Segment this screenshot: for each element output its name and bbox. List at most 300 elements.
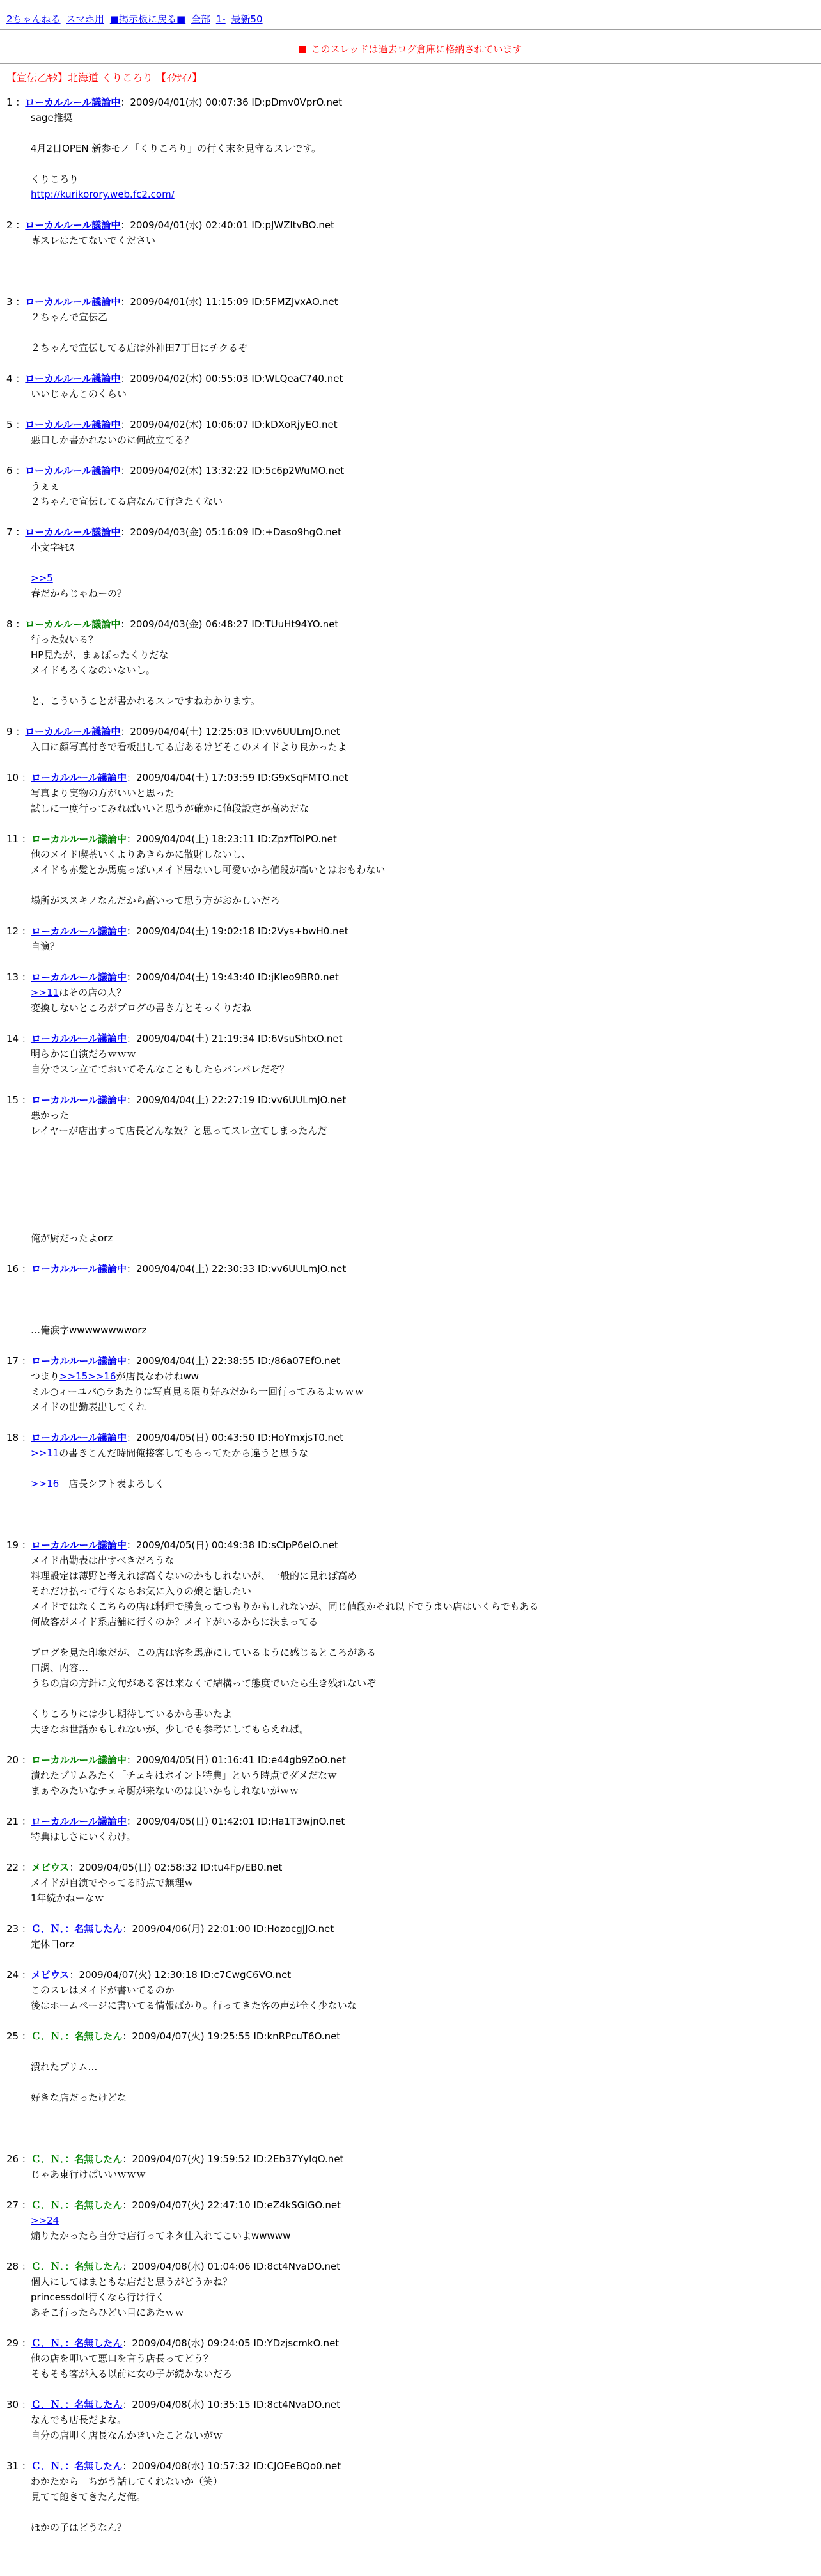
post-date-id: ：2009/04/05(日) 02:58:32 ID:tu4Fp/EB0.net — [69, 1862, 283, 1873]
post — [6, 970, 821, 1031]
post — [6, 617, 821, 724]
post-line: 料理設定は薄野と考えれば高くないのかもしれないが、一般的に見れば高め — [31, 1570, 357, 1582]
post-number: 16 — [6, 1263, 22, 1275]
post-body — [31, 1108, 821, 1246]
thread-title: 【宣伝乙ｷﾀ】北海道 くりころり 【ｲｸｻｲﾉ】 — [6, 72, 203, 84]
post-spacer — [6, 1952, 821, 1967]
post-number: 2 — [6, 219, 16, 231]
post-number: 6 — [6, 465, 16, 476]
post-line — [31, 570, 821, 586]
post-line: 特典はしさにいくわけ。 — [31, 1831, 136, 1842]
post-line: ２ちゃんで宣伝してる店なんて行きたくない — [31, 496, 223, 507]
post-number: 17 — [6, 1355, 22, 1367]
post-line: メイドの出勤表出してくれ — [31, 1401, 146, 1413]
post-line: 定休日orz — [31, 1938, 75, 1950]
post-body — [31, 739, 821, 755]
post-header — [6, 2197, 821, 2213]
post-number: 9 — [6, 726, 16, 737]
post-line: 他の店を叩いて悪口を言う店長ってどう？ — [31, 2353, 214, 2364]
poster-name: ローカルルール議論中 — [31, 1754, 127, 1766]
post-body — [31, 1276, 821, 1338]
post-header — [6, 463, 821, 478]
post-header — [6, 770, 821, 785]
post-line — [31, 1461, 821, 1476]
post-line: あそこ行ったらひどい目にあたｗｗ — [31, 2307, 185, 2318]
post-spacer — [6, 1246, 821, 1261]
post-number-sep: ： — [21, 1969, 31, 1981]
post-line: メイドではなくこちらの店は料理で勝負ってつもりかもしれないが、同じ値段かそれ以下でうまい店はいくらでもある — [31, 1601, 539, 1612]
post-line — [31, 2213, 821, 2228]
post — [6, 770, 821, 831]
post-line: レイヤーが店出すって店長どんな奴？と思ってスレ立てしまったんだ — [31, 1125, 327, 1136]
post-line: 春だからじゃねーの？ — [31, 588, 127, 599]
poster-name-link[interactable]: ローカルルール議論中 — [25, 526, 121, 538]
post-header — [6, 617, 821, 632]
post-number-sep: ： — [21, 1754, 31, 1766]
post-number-sep: ： — [15, 526, 26, 538]
post-line: メイドも赤髪とか馬鹿っぽいメイド居ないし可愛いから値段が高いとはおもわない — [31, 864, 386, 876]
post-text: つまり — [31, 1370, 60, 1382]
post-number: 18 — [6, 1432, 22, 1443]
post-date-id: ：2009/04/03(金) 05:16:09 ID:+Daso9hgO.net — [120, 526, 341, 538]
post-line: なんでも店長だよな。 — [31, 2414, 127, 2426]
post-number: 30 — [6, 2399, 22, 2410]
post-body — [31, 233, 821, 279]
post-body — [31, 2412, 821, 2443]
poster-name-link[interactable]: ローカルルール議論中 — [31, 1094, 127, 1106]
post — [6, 2336, 821, 2397]
post-number-sep: ： — [15, 296, 26, 308]
post-number: 27 — [6, 2199, 22, 2211]
post — [6, 294, 821, 371]
post-number-sep: ： — [15, 97, 26, 108]
archive-notice — [0, 42, 821, 57]
post-header — [6, 970, 821, 985]
post-line: …俺涙字wwwwwwwworz — [31, 1324, 147, 1336]
post-spacer — [6, 954, 821, 970]
post-line: 4月2日OPEN 新参モノ「くりころり」の行く末を見守るスレです。 — [31, 143, 322, 154]
post-header — [6, 1752, 821, 1768]
nav-all-link[interactable]: 全部 — [191, 13, 210, 25]
post-text: 店長シフト表よろしく — [59, 1478, 165, 1489]
post-spacer — [6, 1077, 821, 1092]
poster-name-link[interactable]: Ｃ．Ｎ．：名無したん — [31, 2399, 123, 2410]
post-spacer — [6, 2443, 821, 2458]
post-line: 1年続かねーなｗ — [31, 1892, 104, 1904]
post-line: 写真より実物の方がいいと思った — [31, 787, 175, 799]
post-body — [31, 310, 821, 356]
post-number-sep: ： — [21, 2199, 31, 2211]
poster-name-link[interactable]: ローカルルール議論中 — [25, 219, 121, 231]
post-body — [31, 1983, 821, 2013]
post-spacer — [6, 1798, 821, 1814]
post-date-id: ：2009/04/01(水) 11:15:09 ID:5FMZJvxAO.net — [120, 296, 338, 308]
post-line — [31, 187, 821, 202]
post-header — [6, 1031, 821, 1046]
post-line — [31, 1445, 821, 1461]
post-line — [31, 1369, 821, 1384]
post-spacer — [6, 2013, 821, 2029]
post-body — [31, 939, 821, 954]
post-number: 31 — [6, 2460, 22, 2472]
post-header — [6, 1353, 821, 1369]
post-date-id: ：2009/04/08(水) 10:35:15 ID:8ct4NvaDO.net — [122, 2399, 341, 2410]
post-body — [31, 1768, 821, 1798]
post-line — [31, 1138, 821, 1154]
poster-name: Ｃ．Ｎ．：名無したん — [31, 2261, 123, 2272]
post-line — [31, 1507, 821, 1522]
post-date-id: ：2009/04/04(土) 22:38:55 ID:/86a07EfO.net — [126, 1355, 340, 1367]
post-number-sep: ： — [21, 925, 31, 937]
post-date-id: ：2009/04/05(日) 00:49:38 ID:sClpP6eIO.net — [126, 1539, 338, 1551]
post-date-id: ：2009/04/07(火) 12:30:18 ID:c7CwgC6VO.net — [69, 1969, 292, 1981]
poster-name-link[interactable]: ローカルルール議論中 — [31, 971, 127, 983]
post-header — [6, 2336, 821, 2351]
post-line: ほかの子はどうなん？ — [31, 2522, 127, 2533]
post-body — [31, 785, 821, 816]
post-line: 自分でスレ立てておいてそんなこともしたらバレバレだぞ？ — [31, 1064, 289, 1075]
post-date-id: ：2009/04/05(日) 00:43:50 ID:HoYmxjsT0.net — [126, 1432, 344, 1443]
post-number: 5 — [6, 419, 16, 430]
post-number-sep: ： — [15, 419, 26, 430]
post-number-sep: ： — [21, 1432, 31, 1443]
post-line — [31, 1215, 821, 1230]
reply-anchor-link[interactable]: >>11 — [31, 1447, 59, 1459]
post-body — [31, 847, 821, 908]
post-date-id: ：2009/04/04(土) 18:23:11 ID:ZpzfToIPO.net — [126, 833, 337, 845]
nav-range-link[interactable]: 1- — [215, 13, 226, 25]
post — [6, 1860, 821, 1921]
post-date-id: ：2009/04/01(水) 00:07:36 ID:pDmv0VprO.net — [120, 97, 343, 108]
post-number-sep: ： — [21, 1263, 31, 1275]
post-spacer — [6, 1338, 821, 1353]
post-date-id: ：2009/04/06(月) 22:01:00 ID:HozocgJJO.net — [122, 1923, 334, 1935]
post-line — [31, 325, 821, 340]
post-line: 悪口しか書かれないのに何故立てる？ — [31, 434, 194, 446]
post-line: 入口に顔写真付きで看板出してる店あるけどそこのメイドより良かったよ — [31, 741, 347, 753]
post-number: 12 — [6, 925, 22, 937]
post-line: わかたから ちがう話してくれないか（笑） — [31, 2476, 223, 2487]
post-header — [6, 217, 821, 233]
post-line — [31, 1630, 821, 1645]
poster-name-link[interactable]: ローカルルール議論中 — [31, 925, 127, 937]
post-line: うぇぇ — [31, 480, 60, 492]
post-line: 潰れたプリムみたく「チェキはポイント特典」という時点でダメだなｗ — [31, 1770, 337, 1781]
post-number-sep: ： — [21, 2261, 31, 2272]
poster-name-link[interactable]: ローカルルール議論中 — [31, 1263, 127, 1275]
post — [6, 1921, 821, 1967]
post-header — [6, 524, 821, 540]
post-number-sep: ： — [21, 1862, 31, 1873]
post-line — [31, 877, 821, 893]
post-spacer — [6, 908, 821, 923]
post-header — [6, 724, 821, 739]
post-line: ミル○ィーユバ○ラあたりは写真見る限り好みだから一回行ってみるよｗｗｗ — [31, 1386, 364, 1397]
reply-anchor-link[interactable]: >>16 — [31, 1478, 59, 1489]
post-number: 15 — [6, 1094, 22, 1106]
post-line: まぁやみたいなチェキ厨が来ないのは良いかもしれないがｗｗ — [31, 1785, 299, 1796]
post-spacer — [6, 1737, 821, 1752]
post-number-sep: ： — [21, 2399, 31, 2410]
post-spacer — [6, 1844, 821, 1860]
post-line — [31, 2121, 821, 2136]
nav-smartphone-link[interactable]: スマホ用 — [66, 13, 105, 25]
post-line: 場所がススキノなんだから高いって思う方がおかしいだろ — [31, 895, 280, 906]
reply-anchor-link[interactable]: >>15 — [59, 1370, 88, 1382]
post-date-id: ：2009/04/04(土) 12:25:03 ID:vv6UULmJO.net — [120, 726, 340, 737]
post-number: 19 — [6, 1539, 22, 1551]
post-line: HP見たが、まぁぼったくりだな — [31, 649, 169, 661]
post-number-sep: ： — [21, 1033, 31, 1044]
reply-anchor-link[interactable]: >>5 — [31, 572, 53, 584]
post — [6, 1092, 821, 1261]
post-body — [31, 540, 821, 601]
post-spacer — [6, 279, 821, 294]
post-line — [31, 2105, 821, 2121]
post — [6, 371, 821, 417]
post — [6, 831, 821, 923]
post-header — [6, 923, 821, 939]
post-spacer — [6, 448, 821, 463]
post — [6, 417, 821, 463]
post-header — [6, 2029, 821, 2044]
post-url-link[interactable]: http://kurikorory.web.fc2.com/ — [31, 189, 175, 200]
post-line: くりころりには少し期待しているから書いたよ — [31, 1708, 233, 1720]
divider — [0, 29, 821, 30]
red-square-icon — [299, 46, 306, 53]
poster-name-link[interactable]: ローカルルール議論中 — [25, 726, 121, 737]
post — [6, 2458, 821, 2550]
post-header — [6, 1921, 821, 1936]
post-line — [31, 248, 821, 263]
post-spacer — [6, 601, 821, 617]
post-list — [0, 95, 821, 2576]
post-date-id: ：2009/04/04(土) 21:19:34 ID:6VsuShtxO.net — [126, 1033, 343, 1044]
post-line: 大きなお世話かもしれないが、少しでも参考にしてもらえれば。 — [31, 1724, 309, 1735]
post-line — [31, 1307, 821, 1323]
post-number-sep: ： — [21, 833, 31, 845]
poster-name-link[interactable]: メビウス — [31, 1969, 70, 1981]
post-text: が店長なわけねww — [116, 1370, 199, 1382]
post-number: 10 — [6, 772, 22, 783]
post-line: 専スレはたてないでください — [31, 235, 156, 246]
post-number: 8 — [6, 618, 16, 630]
post-spacer — [6, 2182, 821, 2197]
post-line: メイドが自演でやってる時点で無理ｗ — [31, 1877, 194, 1889]
post-date-id: ：2009/04/04(土) 17:03:59 ID:G9xSqFMTO.net — [126, 772, 348, 783]
post-number: 14 — [6, 1033, 22, 1044]
post-number-sep: ： — [21, 2460, 31, 2472]
post-line: 変換しないところがブログの書き方とそっくりだね — [31, 1002, 252, 1014]
post-number: 22 — [6, 1862, 22, 1873]
post-number: 3 — [6, 296, 16, 308]
post-number: 26 — [6, 2153, 22, 2165]
post-line — [31, 1292, 821, 1307]
poster-name-link[interactable]: ローカルルール議論中 — [25, 419, 121, 430]
post-body — [31, 1875, 821, 1906]
post-spacer — [6, 402, 821, 417]
post-header — [6, 2458, 821, 2474]
post-line: 個人にしてはまともな店だと思うがどうかね？ — [31, 2276, 233, 2288]
post-spacer — [6, 1906, 821, 1921]
post-line: 煽りたかったら自分で店行ってネタ仕入れてこいよwwwww — [31, 2230, 291, 2242]
poster-name-link[interactable]: ローカルルール議論中 — [25, 373, 121, 384]
post-line: そもそも客が入る以前に女の子が続かないだろ — [31, 2368, 233, 2380]
post-line: princessdoll行くなら行け行く — [31, 2291, 165, 2303]
post-number-sep: ： — [21, 1355, 31, 1367]
post-line: くりころり — [31, 173, 79, 185]
post-spacer — [6, 1415, 821, 1430]
post — [6, 1537, 821, 1752]
post-body — [31, 1936, 821, 1952]
post-line: うちの店の方針に文句がある客は来なくて結構って態度でいたら生き残れないぞ — [31, 1677, 377, 1689]
post-date-id: ：2009/04/02(木) 13:32:22 ID:5c6p2WuMO.net — [120, 465, 345, 476]
post-spacer — [6, 2243, 821, 2259]
post-line — [31, 1184, 821, 1200]
post-body — [31, 2351, 821, 2382]
post-header — [6, 95, 821, 110]
nav-home-link[interactable]: 2ちゃんねる — [6, 13, 61, 25]
post-spacer — [6, 1016, 821, 1031]
post-body — [31, 2274, 821, 2320]
post — [6, 1752, 821, 1814]
poster-name-link[interactable]: Ｃ．Ｎ．：名無したん — [31, 2337, 123, 2349]
reply-anchor-link[interactable]: >>11 — [31, 987, 59, 998]
post-date-id: ：2009/04/08(水) 09:24:05 ID:YDzjscmkO.net — [122, 2337, 340, 2349]
post-number: 20 — [6, 1754, 22, 1766]
poster-name-link[interactable]: ローカルルール議論中 — [31, 1033, 127, 1044]
post-number: 11 — [6, 833, 22, 845]
post-header — [6, 1430, 821, 1445]
post-line — [31, 1200, 821, 1215]
post-line: 後はホームページに書いてる情報ばかり。行ってきた客の声が全く少ないな — [31, 2000, 357, 2011]
post-header — [6, 1967, 821, 1983]
poster-name-link[interactable]: ローカルルール議論中 — [25, 296, 121, 308]
post-header — [6, 1261, 821, 1276]
post-number-sep: ： — [15, 618, 26, 630]
poster-name-link[interactable]: ローカルルール議論中 — [31, 1539, 127, 1551]
post — [6, 2397, 821, 2458]
top-nav — [0, 0, 821, 27]
post-line: ブログを見た印象だが、この店は客を馬鹿にしているように感じるところがある — [31, 1647, 377, 1658]
post-line: ２ちゃんで宣伝してる店は外神田7丁目にチクるぞ — [31, 342, 247, 354]
post-line: じゃあ東行けばいいｗｗｗ — [31, 2169, 146, 2180]
post-line — [31, 985, 821, 1000]
post-number: 29 — [6, 2337, 22, 2349]
post-number: 21 — [6, 1816, 22, 1827]
poster-name-link[interactable]: ローカルルール議論中 — [31, 1355, 127, 1367]
post-line — [31, 1691, 821, 1706]
post-line — [31, 1491, 821, 1507]
post-line: と、こういうことが書かれるスレですねわかります。 — [31, 695, 260, 707]
post — [6, 217, 821, 294]
poster-name-link[interactable]: ローカルルール議論中 — [25, 97, 121, 108]
post-line: 明らかに自演だろｗｗｗ — [31, 1048, 137, 1060]
post — [6, 1031, 821, 1092]
post-spacer — [6, 2320, 821, 2336]
post-number-sep: ： — [21, 971, 31, 983]
post — [6, 923, 821, 970]
post-date-id: ：2009/04/07(火) 22:47:10 ID:eZ4kSGIGO.net — [122, 2199, 341, 2211]
post-body — [31, 478, 821, 509]
reply-anchor-link[interactable]: >>16 — [88, 1370, 116, 1382]
post-header — [6, 371, 821, 386]
post-line — [31, 555, 821, 570]
post-line: 見てて飽きてきたんだ俺。 — [31, 2491, 146, 2502]
post-line: 好きな店だったけどな — [31, 2092, 127, 2103]
poster-name-link[interactable]: ローカルルール議論中 — [25, 465, 121, 476]
post-body — [31, 432, 821, 448]
nav-latest50-link[interactable]: 最新50 — [231, 13, 263, 25]
post-date-id: ：2009/04/02(木) 00:55:03 ID:WLQeaC740.net — [120, 373, 343, 384]
post — [6, 2259, 821, 2336]
post-body — [31, 1553, 821, 1737]
post-line — [31, 1476, 821, 1491]
post-line: メイドもろくなのいないし。 — [31, 664, 155, 676]
poster-name-link[interactable]: ローカルルール議論中 — [31, 1432, 127, 1443]
post-date-id: ：2009/04/08(水) 01:04:06 ID:8ct4NvaDO.net — [122, 2261, 341, 2272]
post-line — [31, 156, 821, 171]
post-header — [6, 831, 821, 847]
post-number: 25 — [6, 2030, 22, 2042]
post-line — [31, 2044, 821, 2059]
post-line: 何故客がメイド系店舗に行くのか？メイドがいるからに決まってる — [31, 1616, 318, 1628]
archive-notice-text: このスレッドは過去ログ倉庫に格納されています — [311, 43, 522, 55]
post — [6, 2151, 821, 2197]
poster-name-link[interactable]: ローカルルール議論中 — [31, 772, 127, 783]
post-date-id: ：2009/04/04(土) 22:27:19 ID:vv6UULmJO.net — [126, 1094, 347, 1106]
post-number: 24 — [6, 1969, 22, 1981]
post-header — [6, 417, 821, 432]
post-line — [31, 678, 821, 693]
post-number: 28 — [6, 2261, 22, 2272]
post-header — [6, 1814, 821, 1829]
post-line: 試しに一度行ってみればいいと思うが確かに値段設定が高めだな — [31, 803, 309, 814]
post-body — [31, 1829, 821, 1844]
post-line: 小文字ｷﾓｽ — [31, 542, 74, 553]
poster-name-link[interactable]: Ｃ．Ｎ．：名無したん — [31, 1923, 123, 1935]
post-number-sep: ： — [15, 219, 26, 231]
post-line: メイド出勤表は出すべきだろうな — [31, 1555, 175, 1566]
post-header — [6, 2151, 821, 2167]
post-body — [31, 2213, 821, 2243]
post-spacer — [6, 1522, 821, 1537]
post-date-id: ：2009/04/07(火) 19:59:52 ID:2Eb37YylqO.net — [122, 2153, 344, 2165]
post-header — [6, 2397, 821, 2412]
reply-anchor-link[interactable]: >>24 — [31, 2215, 59, 2226]
poster-name: Ｃ．Ｎ．：名無したん — [31, 2199, 123, 2211]
post-line: 潰れたプリム… — [31, 2061, 98, 2073]
post-line — [31, 263, 821, 279]
post-line: 俺が厨だったよorz — [31, 1232, 113, 1244]
post-number-sep: ： — [21, 2153, 31, 2165]
nav-back-to-board-link[interactable]: ■掲示板に戻る■ — [109, 13, 186, 25]
post — [6, 724, 821, 770]
post-number-sep: ： — [21, 1923, 31, 1935]
post-number-sep: ： — [15, 726, 26, 737]
post-date-id: ：2009/04/03(金) 06:48:27 ID:TUuHt94YO.net — [120, 618, 339, 630]
poster-name-link[interactable]: ローカルルール議論中 — [31, 1816, 127, 1827]
post-line — [31, 1169, 821, 1184]
post-spacer — [6, 509, 821, 524]
post — [6, 95, 821, 217]
post-spacer — [6, 202, 821, 217]
poster-name-link[interactable]: Ｃ．Ｎ．：名無したん — [31, 2460, 123, 2472]
post-body — [31, 2474, 821, 2535]
post-line: いいじゃんこのくらい — [31, 388, 127, 400]
post-line: 自分の店叩く店長なんかきいたことないがｗ — [31, 2430, 223, 2441]
post-spacer — [6, 755, 821, 770]
